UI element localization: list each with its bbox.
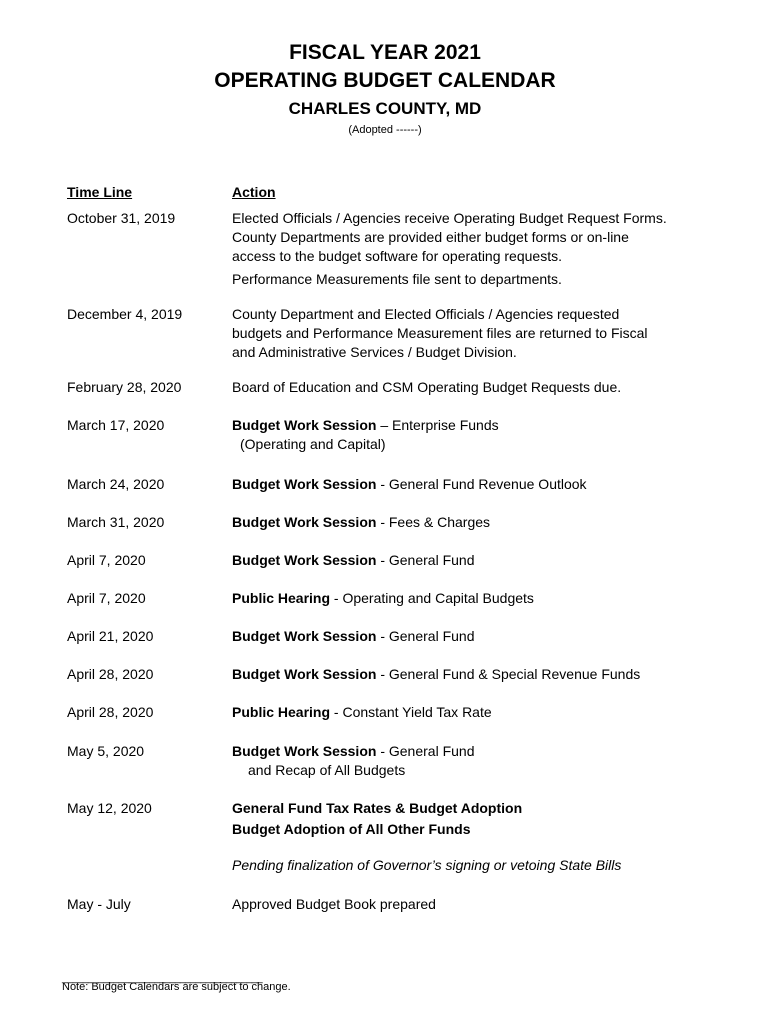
session-type: Budget Work Session — [232, 743, 377, 759]
column-header-action: Action — [232, 184, 276, 200]
session-topic: - General Fund — [376, 628, 475, 644]
row-date: April 21, 2020 — [67, 628, 154, 644]
row-date: April 28, 2020 — [67, 666, 154, 682]
adoption-line: General Fund Tax Rates & Budget Adoption — [232, 800, 523, 816]
footnote-rule: _______________________________________ — [62, 972, 262, 984]
session-type: Public Hearing — [232, 590, 331, 606]
action-line: County Departments are provided either budget forms or on-line — [232, 229, 629, 245]
row-action — [232, 665, 702, 684]
action-line: Approved Budget Book prepared — [232, 896, 436, 912]
row-date: April 7, 2020 — [67, 590, 146, 606]
row-action — [232, 209, 702, 289]
row-action — [232, 627, 702, 646]
session-type: Budget Work Session — [232, 628, 377, 644]
action-line: County Department and Elected Officials / Agencies requested — [232, 306, 620, 322]
session-topic: - Fees & Charges — [376, 514, 491, 530]
session-topic: - General Fund & Special Revenue Funds — [376, 666, 641, 682]
action-line: and Administrative Services / Budget Division. — [232, 344, 517, 360]
row-action — [232, 513, 702, 532]
row-action — [232, 551, 702, 570]
action-line: (Operating and Capital) — [240, 436, 386, 452]
row-action — [232, 742, 702, 780]
action-line: Elected Officials / Agencies receive Operating Budget Request Forms. — [232, 210, 667, 226]
document-subtitle: OPERATING BUDGET CALENDAR — [214, 69, 556, 92]
adopted-status: (Adopted ------) — [348, 124, 422, 136]
adoption-line: Budget Adoption of All Other Funds — [232, 821, 471, 837]
row-action — [232, 378, 702, 397]
session-topic: - General Fund — [376, 552, 475, 568]
row-date: May - July — [67, 896, 131, 912]
action-line: and Recap of All Budgets — [248, 762, 406, 778]
session-topic: - General Fund Revenue Outlook — [376, 476, 587, 492]
column-header-timeline: Time Line — [67, 184, 133, 200]
row-action — [232, 305, 702, 362]
session-type: Budget Work Session — [232, 417, 377, 433]
row-action — [232, 703, 702, 722]
row-date: March 24, 2020 — [67, 476, 165, 492]
footnote: Note: Budget Calendars are subject to change. — [62, 981, 291, 993]
row-action — [232, 798, 702, 840]
action-line: Performance Measurements file sent to departments. — [232, 271, 562, 287]
session-topic: – Enterprise Funds — [376, 417, 499, 433]
session-topic: - Constant Yield Tax Rate — [330, 704, 492, 720]
row-date: May 12, 2020 — [67, 800, 152, 816]
row-date: May 5, 2020 — [67, 743, 145, 759]
row-action — [232, 589, 702, 608]
row-date: April 28, 2020 — [67, 704, 154, 720]
session-type: Public Hearing — [232, 704, 331, 720]
row-action — [232, 416, 702, 454]
row-date: March 17, 2020 — [67, 417, 165, 433]
session-type: Budget Work Session — [232, 666, 377, 682]
row-date: February 28, 2020 — [67, 379, 182, 395]
session-type: Budget Work Session — [232, 552, 377, 568]
county-name: CHARLES COUNTY, MD — [288, 99, 482, 118]
session-topic: - Operating and Capital Budgets — [330, 590, 534, 606]
row-date: December 4, 2019 — [67, 306, 183, 322]
row-date: October 31, 2019 — [67, 210, 176, 226]
session-topic: - General Fund — [376, 743, 475, 759]
action-line: access to the budget software for operating requests. — [232, 248, 562, 264]
session-type: Budget Work Session — [232, 476, 377, 492]
action-line: Board of Education and CSM Operating Budget Requests due. — [232, 379, 622, 395]
row-action — [232, 475, 702, 494]
action-line: budgets and Performance Measurement files are returned to Fiscal — [232, 325, 648, 341]
row-date: April 7, 2020 — [67, 552, 146, 568]
pending-note: Pending finalization of Governor’s signing or vetoing State Bills — [232, 857, 622, 873]
document-title: FISCAL YEAR 2021 — [289, 41, 481, 64]
row-action — [232, 895, 702, 914]
session-type: Budget Work Session — [232, 514, 377, 530]
row-date: March 31, 2020 — [67, 514, 165, 530]
